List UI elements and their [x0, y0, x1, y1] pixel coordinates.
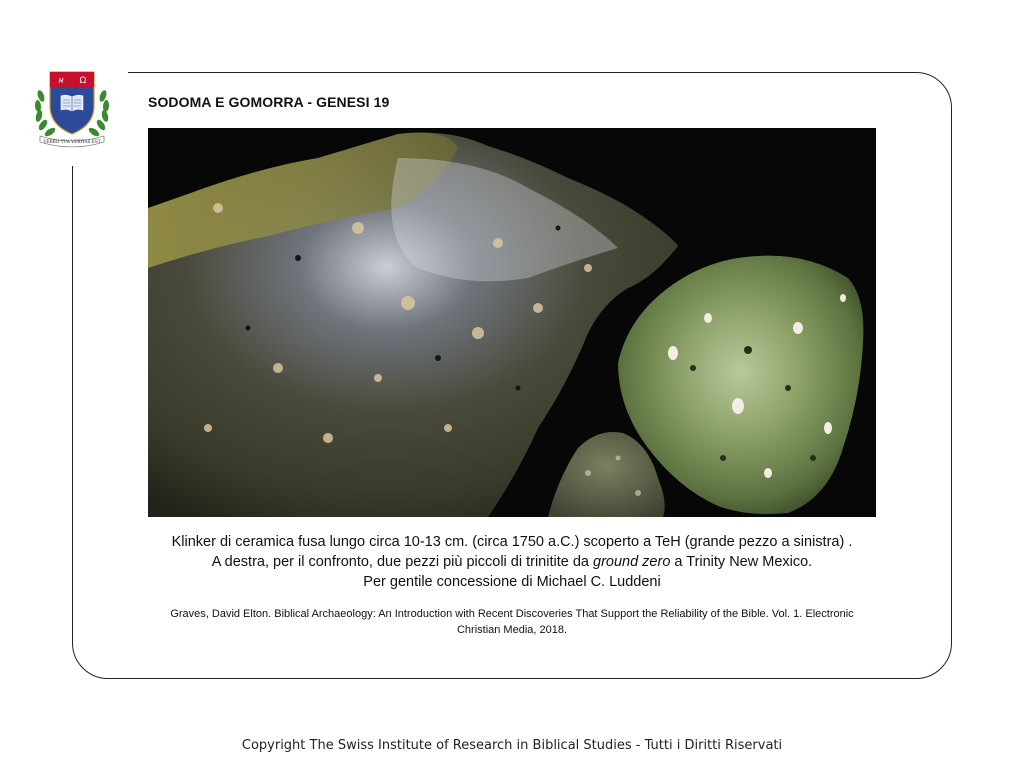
caption-line-2-start: A destra, per il confronto, due pezzi più piccoli di trinitite da	[211, 554, 593, 570]
photo-caption	[148, 532, 876, 592]
melted-clinker-and-trinitite-photo	[148, 128, 876, 517]
reference-line-2: Christian Media, 2018.	[456, 624, 568, 636]
reference-line-1: Graves, David Elton. Biblical Archaeology: An Introduction with Recent Discoveries That Support the Reliability of the Bible. Vol. 1. Electronic	[170, 608, 854, 620]
caption-line-1: Klinker di ceramica fusa lungo circa 10-13 cm. (circa 1750 a.C.) scoperto a TeH (grande pezzo a sinistra) .	[171, 534, 853, 550]
caption-line-2	[148, 552, 876, 572]
copyright-footer: Copyright The Swiss Institute of Research in Biblical Studies - Tutti i Diritti Riservati	[241, 738, 783, 753]
crest-motto: VERBO TUA VERITAS EST	[43, 139, 101, 144]
institute-crest-icon	[32, 66, 112, 150]
crest-letter-right: Ω	[79, 76, 87, 86]
slide-title: SODOMA E GOMORRA - GENESI 19	[148, 94, 390, 110]
bibliographic-reference	[148, 606, 876, 638]
caption-line-3: Per gentile concessione di Michael C. Luddeni	[363, 574, 661, 590]
caption-line-2-italic: ground zero	[593, 554, 671, 570]
artifact-photo	[148, 128, 876, 517]
caption-line-2-end: a Trinity New Mexico.	[670, 554, 813, 570]
crest-letter-left: א	[57, 76, 65, 86]
